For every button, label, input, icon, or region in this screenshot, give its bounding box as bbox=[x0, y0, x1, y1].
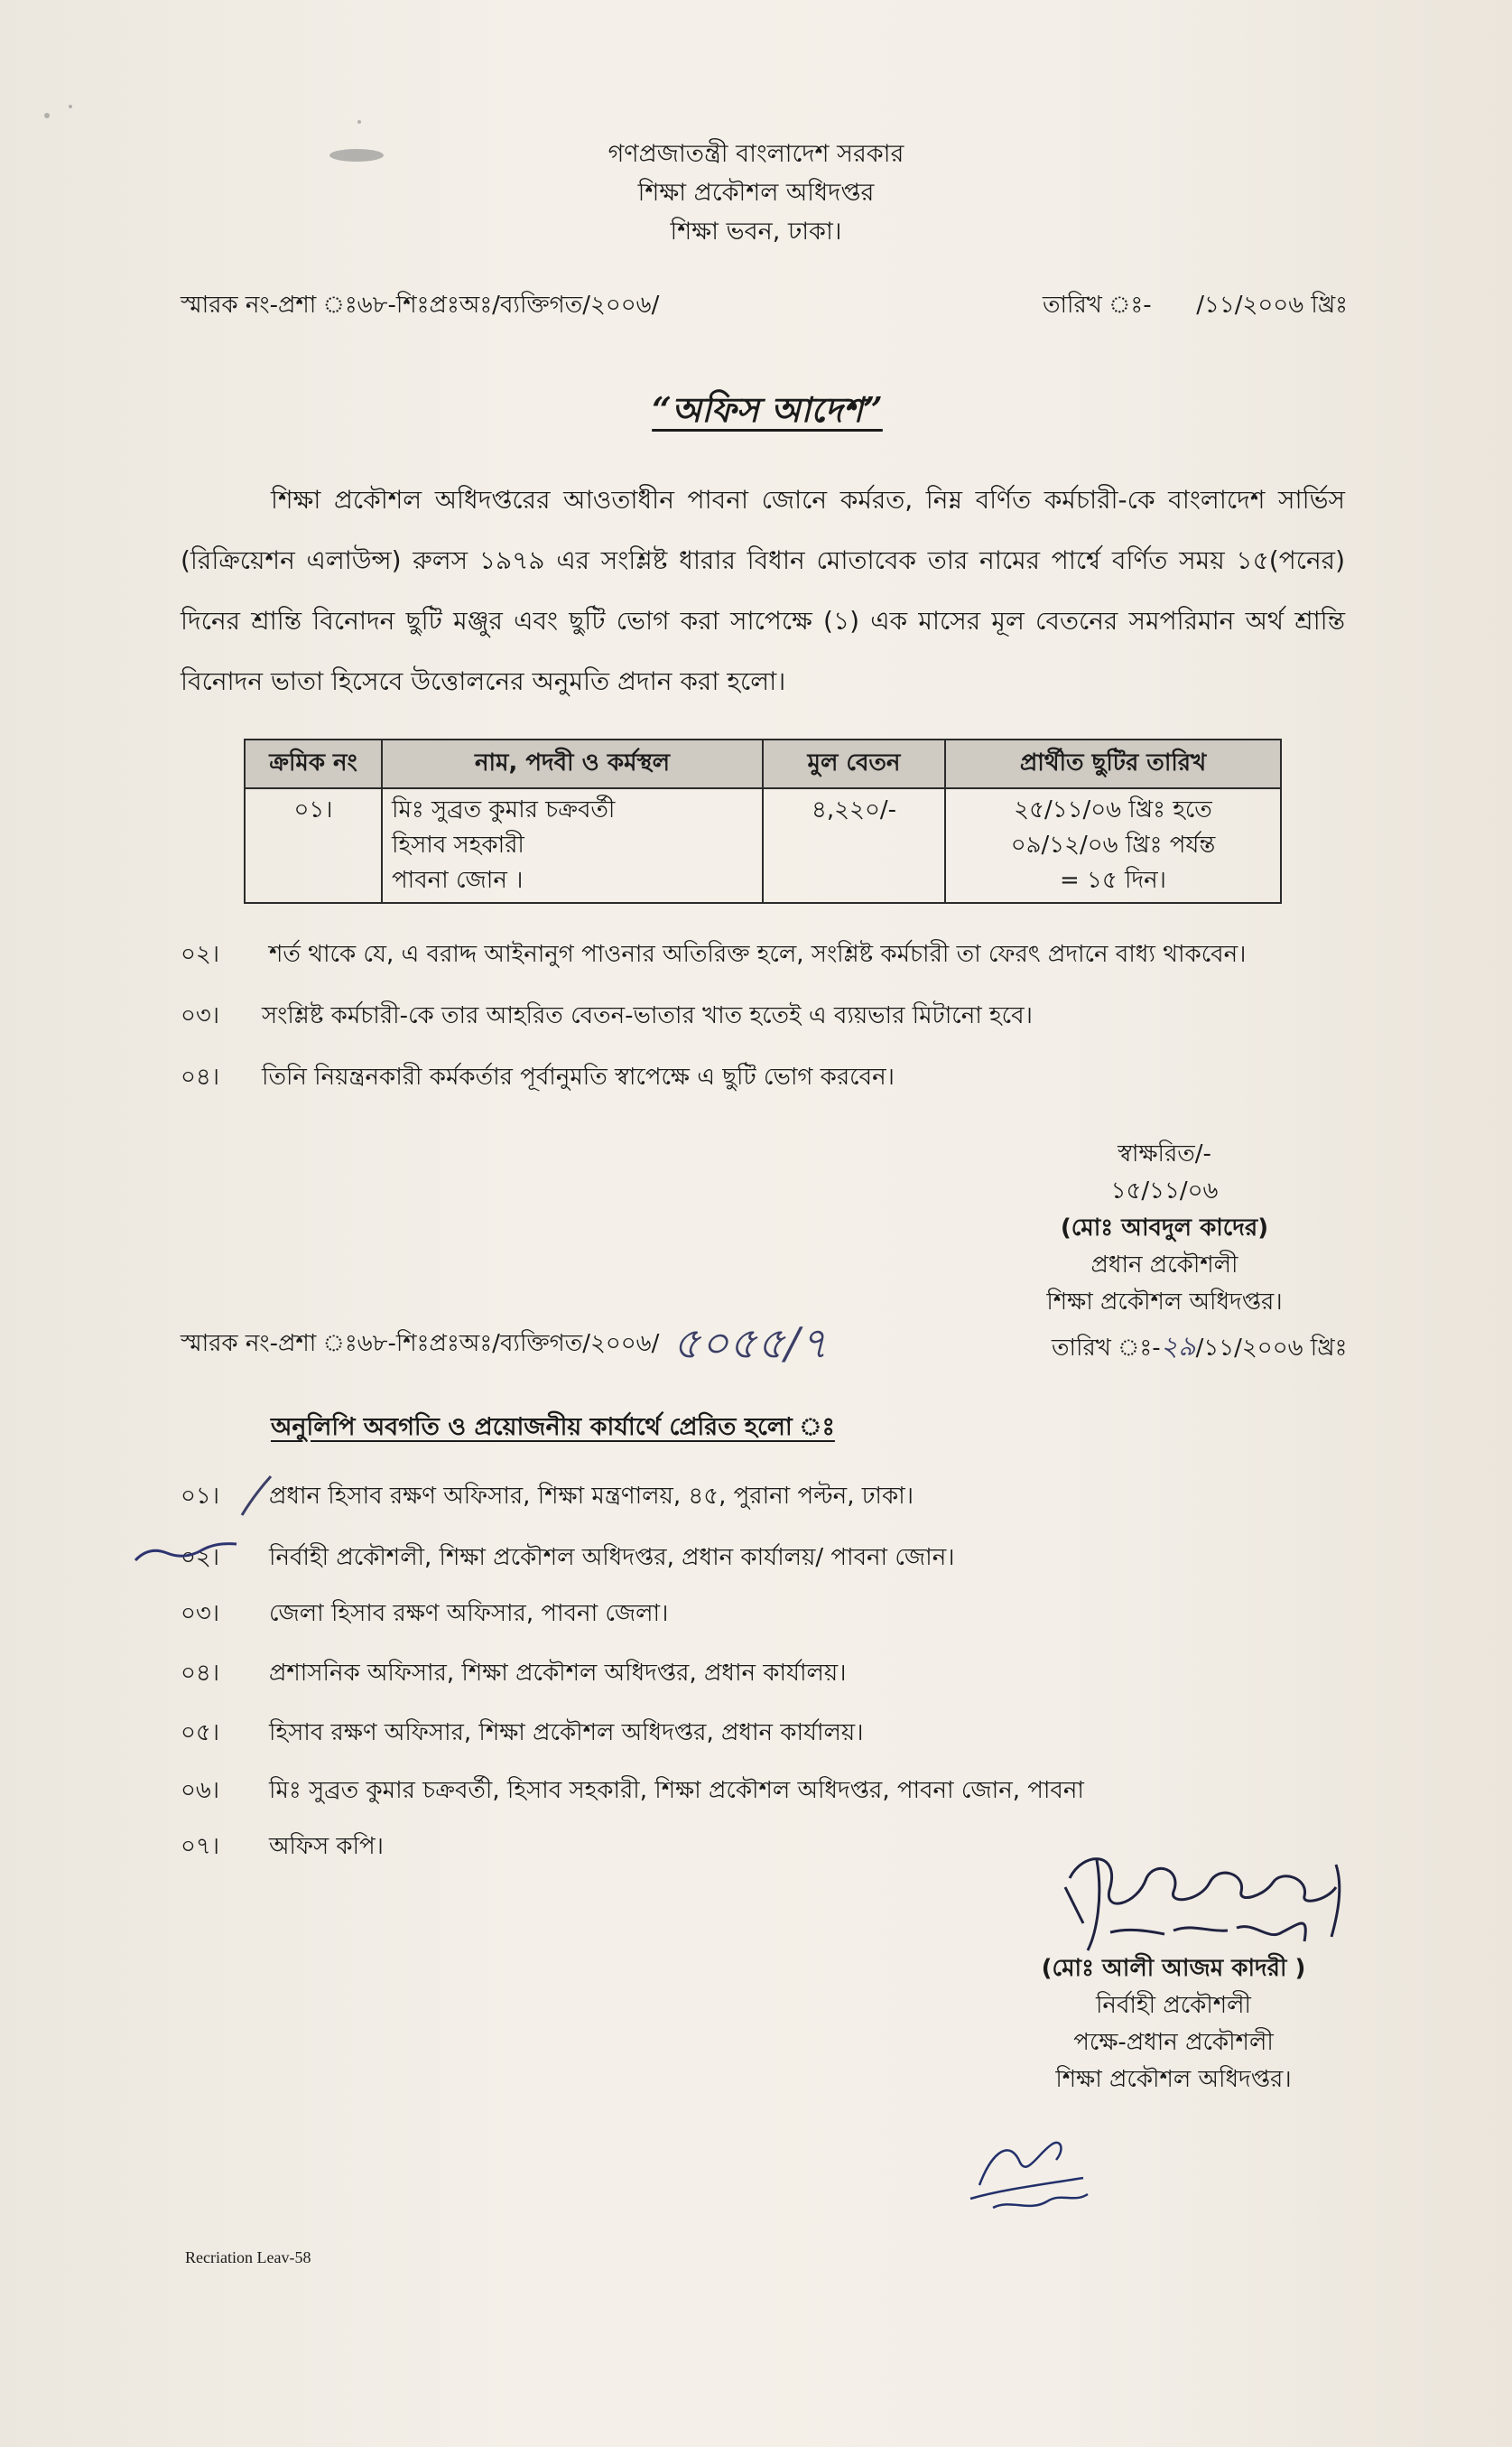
copy-number: ০৫। bbox=[181, 1719, 220, 1746]
copy-number: ০৬। bbox=[181, 1777, 220, 1804]
signatory-designation: প্রধান প্রকৌশলী bbox=[1090, 1251, 1238, 1279]
copy-recipient: প্রশাসনিক অফিসার, শিক্ষা প্রকৌশল অধিদপ্তর, প্রধান কার্যালয়। bbox=[269, 1660, 847, 1687]
handwritten-memo-number: ৫০৫৫/৭ bbox=[673, 1318, 829, 1369]
order-body-paragraph: শিক্ষা প্রকৌশল অধিদপ্তরের আওতাধীন পাবনা জোনে কর্মরত, নিম্ন বর্ণিত কর্মচারী-কে বাংলাদেশ সার্ভিস (রিক্রিয়েশন এলাউন্স) রুলস ১৯৭৯ এর সংশ্লিষ্ট ধারার বিধান মোতাবেক তার নামের পার্শ্বে বর্ণিত সময় ১৫(পনের) দিনের শ্রান্তি বিনোদন ছুটি মঞ্জুর এবং ছুটি ভোগ করা সাপেক্ষে (১) এক মাসের মূল বেতনের সমপরিমান অর্থ শ্রান্তি বিনোদন ভাতা হিসেবে উত্তোলনের অনুমতি প্রদান করা হলো। bbox=[181, 485, 1345, 696]
clause-text: শর্ত থাকে যে, এ বরাদ্দ আইনানুগ পাওনার অতিরিক্ত হলে, সংশ্লিষ্ট কর্মচারী তা ফেরৎ প্রদানে বাধ্য থাকবেন। bbox=[269, 941, 1247, 968]
signatory-office: শিক্ষা প্রকৌশল অধিদপ্তর। bbox=[1055, 2066, 1292, 2093]
copy-distribution-heading: অনুলিপি অবগতি ও প্রয়োজনীয় কার্যার্থে প্রেরিত হলো ঃ bbox=[271, 1413, 835, 1441]
employee-designation: হিসাব সহকারী bbox=[392, 832, 524, 859]
header-government: গণপ্রজাতন্ত্রী বাংলাদেশ সরকার bbox=[608, 140, 904, 168]
table-header-name: নাম, পদবী ও কর্মস্থল bbox=[382, 740, 763, 788]
copy-number: ০১। bbox=[181, 1483, 220, 1510]
signatory-name: (মোঃ আবদুল কাদের) bbox=[1060, 1214, 1269, 1242]
table-header-serial: ক্রমিক নং bbox=[245, 740, 382, 788]
leave-to: ০৯/১২/০৬ খ্রিঃ পর্যন্ত bbox=[1010, 832, 1216, 859]
copy-number: ০৩। bbox=[181, 1600, 220, 1627]
leave-from: ২৫/১১/০৬ খ্রিঃ হতে bbox=[1014, 796, 1212, 823]
tick-mark-icon bbox=[135, 1544, 237, 1560]
employee-workplace: পাবনা জোন । bbox=[392, 867, 524, 894]
copy-recipient: প্রধান হিসাব রক্ষণ অফিসার, শিক্ষা মন্ত্রণালয়, ৪৫, পুরানা পল্টন, ঢাকা। bbox=[269, 1483, 914, 1510]
table-header-salary: মুল বেতন bbox=[763, 740, 945, 788]
handwritten-date-day: ২৯ bbox=[1160, 1331, 1196, 1363]
table-header-leave-date: প্রার্থীত ছুটির তারিখ bbox=[945, 740, 1281, 788]
signatory-designation: নির্বাহী প্রকৌশলী bbox=[1095, 1992, 1251, 2019]
date-prefix: তারিখ ঃ- bbox=[1052, 1335, 1161, 1362]
clause-number: ০৪। bbox=[181, 1064, 220, 1091]
cell-serial: ০১। bbox=[245, 788, 382, 903]
copy-recipient: অফিস কপি। bbox=[269, 1833, 384, 1860]
copy-recipient: মিঃ সুব্রত কুমার চক্রবর্তী, হিসাব সহকারী, শিক্ষা প্রকৌশল অধিদপ্তর, পাবনা জোন, পাবনা bbox=[269, 1777, 1084, 1804]
signature-executive-engineer-icon bbox=[1065, 1859, 1340, 1950]
copy-recipient: জেলা হিসাব রক্ষণ অফিসার, পাবনা জেলা। bbox=[269, 1600, 669, 1627]
memo-reference-top: স্মারক নং-প্রশা ঃ৬৮-শিঃপ্রঃঅঃ/ব্যক্তিগত/২০০৬/ bbox=[181, 292, 660, 319]
clause-number: ০৩। bbox=[181, 1002, 220, 1029]
copy-number: ০৭। bbox=[181, 1833, 220, 1860]
signed-mark: স্বাক্ষরিত/- bbox=[1118, 1140, 1211, 1168]
copy-number: ০২। bbox=[181, 1544, 220, 1571]
office-order-title: “অফিস আদেশ” bbox=[652, 389, 883, 430]
leave-total: = ১৫ দিন। bbox=[1060, 867, 1166, 894]
check-mark-icon bbox=[242, 1476, 271, 1515]
initials-signature-icon bbox=[970, 2143, 1088, 2208]
memo-reference-bottom: স্মারক নং-প্রশা ঃ৬৮-শিঃপ্রঃঅঃ/ব্যক্তিগত/২০০৬/ bbox=[181, 1330, 660, 1357]
paper-stain-marks bbox=[44, 105, 384, 162]
memo-date-top: তারিখ ঃ- /১১/২০০৬ খ্রিঃ bbox=[1043, 292, 1349, 319]
header-department: শিক্ষা প্রকৌশল অধিদপ্তর bbox=[637, 179, 875, 207]
signatory-office: শিক্ষা প্রকৌশল অধিদপ্তর। bbox=[1046, 1289, 1283, 1316]
copy-recipient: হিসাব রক্ষণ অফিসার, শিক্ষা প্রকৌশল অধিদপ্তর, প্রধান কার্যালয়। bbox=[269, 1719, 864, 1746]
date-suffix: /১১/২০০৬ খ্রিঃ bbox=[1195, 1335, 1348, 1362]
cell-salary: ৪,২২০/- bbox=[763, 788, 945, 903]
signatory-name: (মোঃ আলী আজম কাদরী ) bbox=[1041, 1955, 1306, 1982]
employee-name: মিঃ সুব্রত কুমার চক্রবর্তী bbox=[392, 796, 616, 823]
clause-number: ০২। bbox=[181, 941, 220, 968]
signatory-on-behalf: পক্ষে-প্রধান প্রকৌশলী bbox=[1073, 2029, 1274, 2056]
header-address: শিক্ষা ভবন, ঢাকা। bbox=[670, 218, 842, 246]
footer-file-note: Recriation Leav-58 bbox=[185, 2248, 311, 2266]
clause-text: সংশ্লিষ্ট কর্মচারী-কে তার আহরিত বেতন-ভাতার খাত হতেই এ ব্যয়ভার মিটানো হবে। bbox=[262, 1002, 1033, 1029]
signature-date: ১৫/১১/০৬ bbox=[1110, 1177, 1219, 1205]
copy-number: ০৪। bbox=[181, 1660, 220, 1687]
copy-recipient: নির্বাহী প্রকৌশলী, শিক্ষা প্রকৌশল অধিদপ্তর, প্রধান কার্যালয়/ পাবনা জোন। bbox=[269, 1544, 955, 1571]
clause-text: তিনি নিয়ন্ত্রনকারী কর্মকর্তার পূর্বানুমতি স্বাপেক্ষে এ ছুটি ভোগ করবেন। bbox=[262, 1064, 895, 1091]
